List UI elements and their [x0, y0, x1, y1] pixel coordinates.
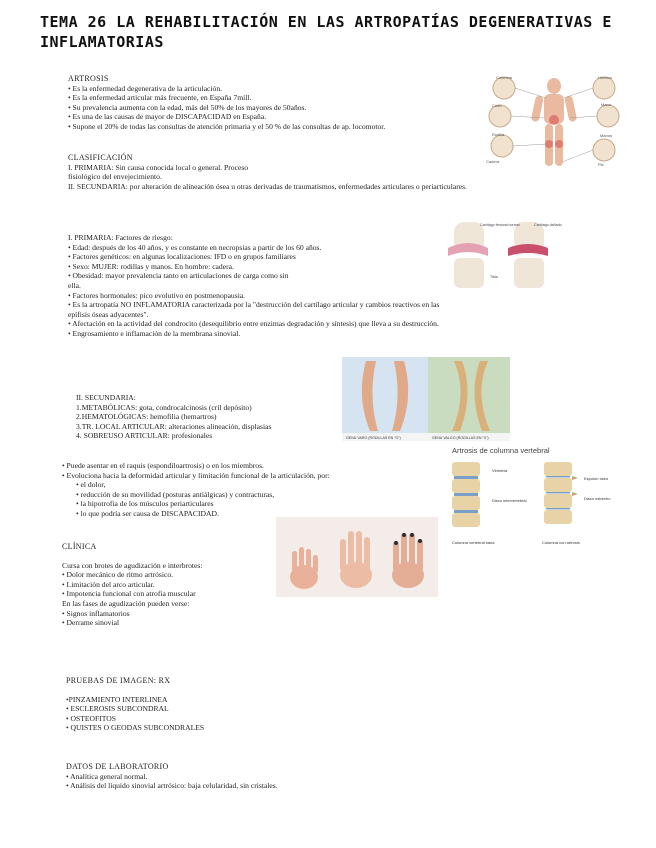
- list-item: • Factores genéticos: en algunas localizaciones: IFD o en grupos familiares: [68, 252, 296, 262]
- list-item: • Análisis del líquido sinovial artrósico: baja celularidad, sin cristales.: [66, 781, 278, 791]
- list-item: • reducción de su movilidad (posturas antiálgicas) y contracturas,: [76, 489, 275, 499]
- body-label: Cadera: [486, 159, 500, 164]
- spine-caption: Columna vertebral sana: [452, 540, 495, 545]
- list-item: • Es una de las causas de mayor de DISCAPACIDAD en España.: [68, 112, 267, 122]
- list-item: • OSTEOFITOS: [66, 713, 116, 723]
- pruebas-imagen-section: [66, 676, 204, 733]
- list-item: • Obesidad: mayor prevalencia tanto en articulaciones de carga como sin: [68, 271, 289, 281]
- list-item: • Engrosamiento e inflamación de la membrana sinovial.: [68, 328, 241, 338]
- list-item: Cursa con brotes de agudización e interbrotes:: [62, 560, 203, 570]
- clasificacion-section: [68, 153, 467, 191]
- clinica-heading: CLÍNICA: [62, 542, 97, 551]
- list-item: • lo que podría ser causa de DISCAPACIDAD.: [76, 508, 219, 518]
- body-label: Columna: [496, 75, 513, 80]
- list-item: • Edad: después de los 40 años, y es constante en necropsias a partir de los 60 años.: [68, 242, 322, 252]
- body-label: Pie: [598, 162, 604, 167]
- body-label: Hombro: [598, 75, 613, 80]
- laboratorio-section: [66, 762, 278, 791]
- legs-caption: GENU VARO (RODILLAS EN "O"): [346, 436, 401, 440]
- knee-label: Cartílago dañado: [534, 223, 562, 227]
- legs-caption: GENU VALGO (RODILLAS EN "X"): [432, 436, 489, 440]
- arthritic-hands-photo: [276, 517, 438, 597]
- body-joints-figure: [480, 74, 628, 170]
- list-item: II. SECUNDARIA: por alteración de alineación ósea u otras derivadas de traumatismos, enfermedades articulares o periarticulares.: [68, 181, 467, 191]
- clinica-section: [62, 542, 202, 628]
- laboratorio-heading: DATOS DE LABORATORIO: [66, 762, 169, 771]
- clasificacion-heading: CLASIFICACIÓN: [68, 153, 133, 162]
- list-item: I. PRIMARIA: Sin causa conocida local o general. Proceso: [68, 162, 249, 172]
- list-item: • la hipotrofia de los músculos periarticulares: [76, 499, 214, 509]
- list-item: • ESCLEROSIS SUBCONDRAL: [66, 704, 169, 714]
- list-item: 3.TR. LOCAL ARTICULAR: alteraciones alineación, displasias: [76, 421, 272, 431]
- body-label: Codo: [492, 103, 502, 108]
- list-item: • Factores hormonales: pico evolutivo en postmenopausia.: [68, 290, 246, 300]
- list-item: En las fases de agudización pueden verse:: [62, 598, 190, 608]
- secundaria-section: [76, 393, 271, 441]
- body-label: Rodilla: [492, 132, 505, 137]
- spine-label: Vértebra: [492, 468, 508, 473]
- evolucion-section: [62, 461, 330, 519]
- list-item: • QUISTES O GEODAS SUBCONDRALES: [66, 723, 205, 733]
- spine-label: Espolón óseo: [584, 476, 609, 481]
- list-item: • Dolor mecánico de ritmo artrósico.: [62, 570, 174, 580]
- spine-label: Disco estrecho: [584, 496, 611, 501]
- list-item: • Es la enfermedad degenerativa de la articulación.: [68, 83, 223, 93]
- artrosis-heading: ARTROSIS: [68, 74, 109, 83]
- list-item: • Afectación en la actividad del condrocito (desequilibrio entre enzimas degradación y síntesis) que lleva a su destrucción.: [68, 319, 439, 329]
- list-item: • Supone el 20% de todas las consultas de atención primaria y el 50 % de las consultas de ap. locomotor.: [68, 121, 386, 131]
- list-item: 4. SOBREUSO ARTICULAR: profesionales: [76, 431, 213, 441]
- pruebas-imagen-heading: PRUEBAS DE IMAGEN: RX: [66, 676, 171, 685]
- list-item: epífisis óseas adyacentes".: [68, 309, 149, 319]
- list-item: • Limitación del arco articular.: [62, 579, 155, 589]
- spine-figure: [438, 458, 628, 550]
- list-item: • Puede asentar en el raquis (espondiloartrosis) o en los miembros.: [62, 461, 264, 470]
- list-item: • Impotencia funcional con atrofia muscular: [62, 589, 196, 599]
- list-item: •PINZAMIENTO INTERLINEA: [66, 694, 168, 704]
- list-item: • Derrame sinovial: [62, 618, 120, 628]
- list-item: • Signos inflamatorios: [62, 608, 130, 618]
- list-item: fisiológico del envejecimiento.: [68, 172, 162, 182]
- list-item: • Su prevalencia aumenta con la edad, más del 50% de los mayores de 50años.: [68, 102, 307, 112]
- list-item: • Analítica general normal.: [66, 771, 148, 781]
- list-item: • Sexo: MUJER: rodillas y manos. En hombre: cadera.: [68, 261, 234, 271]
- body-label: Manos: [600, 133, 613, 138]
- genu-varo-valgo-photo: [342, 357, 510, 441]
- list-item: • el dolor,: [76, 480, 106, 490]
- spine-figure-title: Artrosis de columna vertebral: [452, 446, 550, 455]
- list-item: 1.METABÓLICAS: gota, condrocalcinosis (cril depósito): [76, 402, 252, 412]
- artrosis-section: [68, 74, 385, 132]
- list-item: I. PRIMARIA: Factores de riesgo:: [68, 233, 173, 242]
- list-item: • Es la artropatía NO INFLAMATORIA caracterizada por la "destrucción del cartílago articular y cambios reactivos en las: [68, 300, 440, 310]
- list-item: • Es la enfermedad articular más frecuente, en España 7mill.: [68, 93, 252, 103]
- knee-label: Cartílago femoral normal: [480, 223, 520, 227]
- list-item: ella.: [68, 280, 81, 290]
- list-item: • Evoluciona hacia la deformidad articular y limitación funcional de la articulación, por:: [62, 470, 330, 480]
- knee-label: Tibia: [490, 275, 498, 279]
- spine-caption: Columna con artrosis: [542, 540, 580, 545]
- list-item: 2.HEMATOLÓGICAS: hemofilia (hemartros): [76, 412, 217, 422]
- page-title: TEMA 26 LA REHABILITACIÓN EN LAS ARTROPATÍAS DEGENERATIVAS E INFLAMATORIAS: [40, 13, 612, 51]
- spine-label: Disco intervertebral: [492, 498, 527, 503]
- body-label: Mano: [601, 102, 612, 107]
- list-item: II. SECUNDARIA:: [76, 393, 136, 402]
- primaria-section: [68, 233, 538, 339]
